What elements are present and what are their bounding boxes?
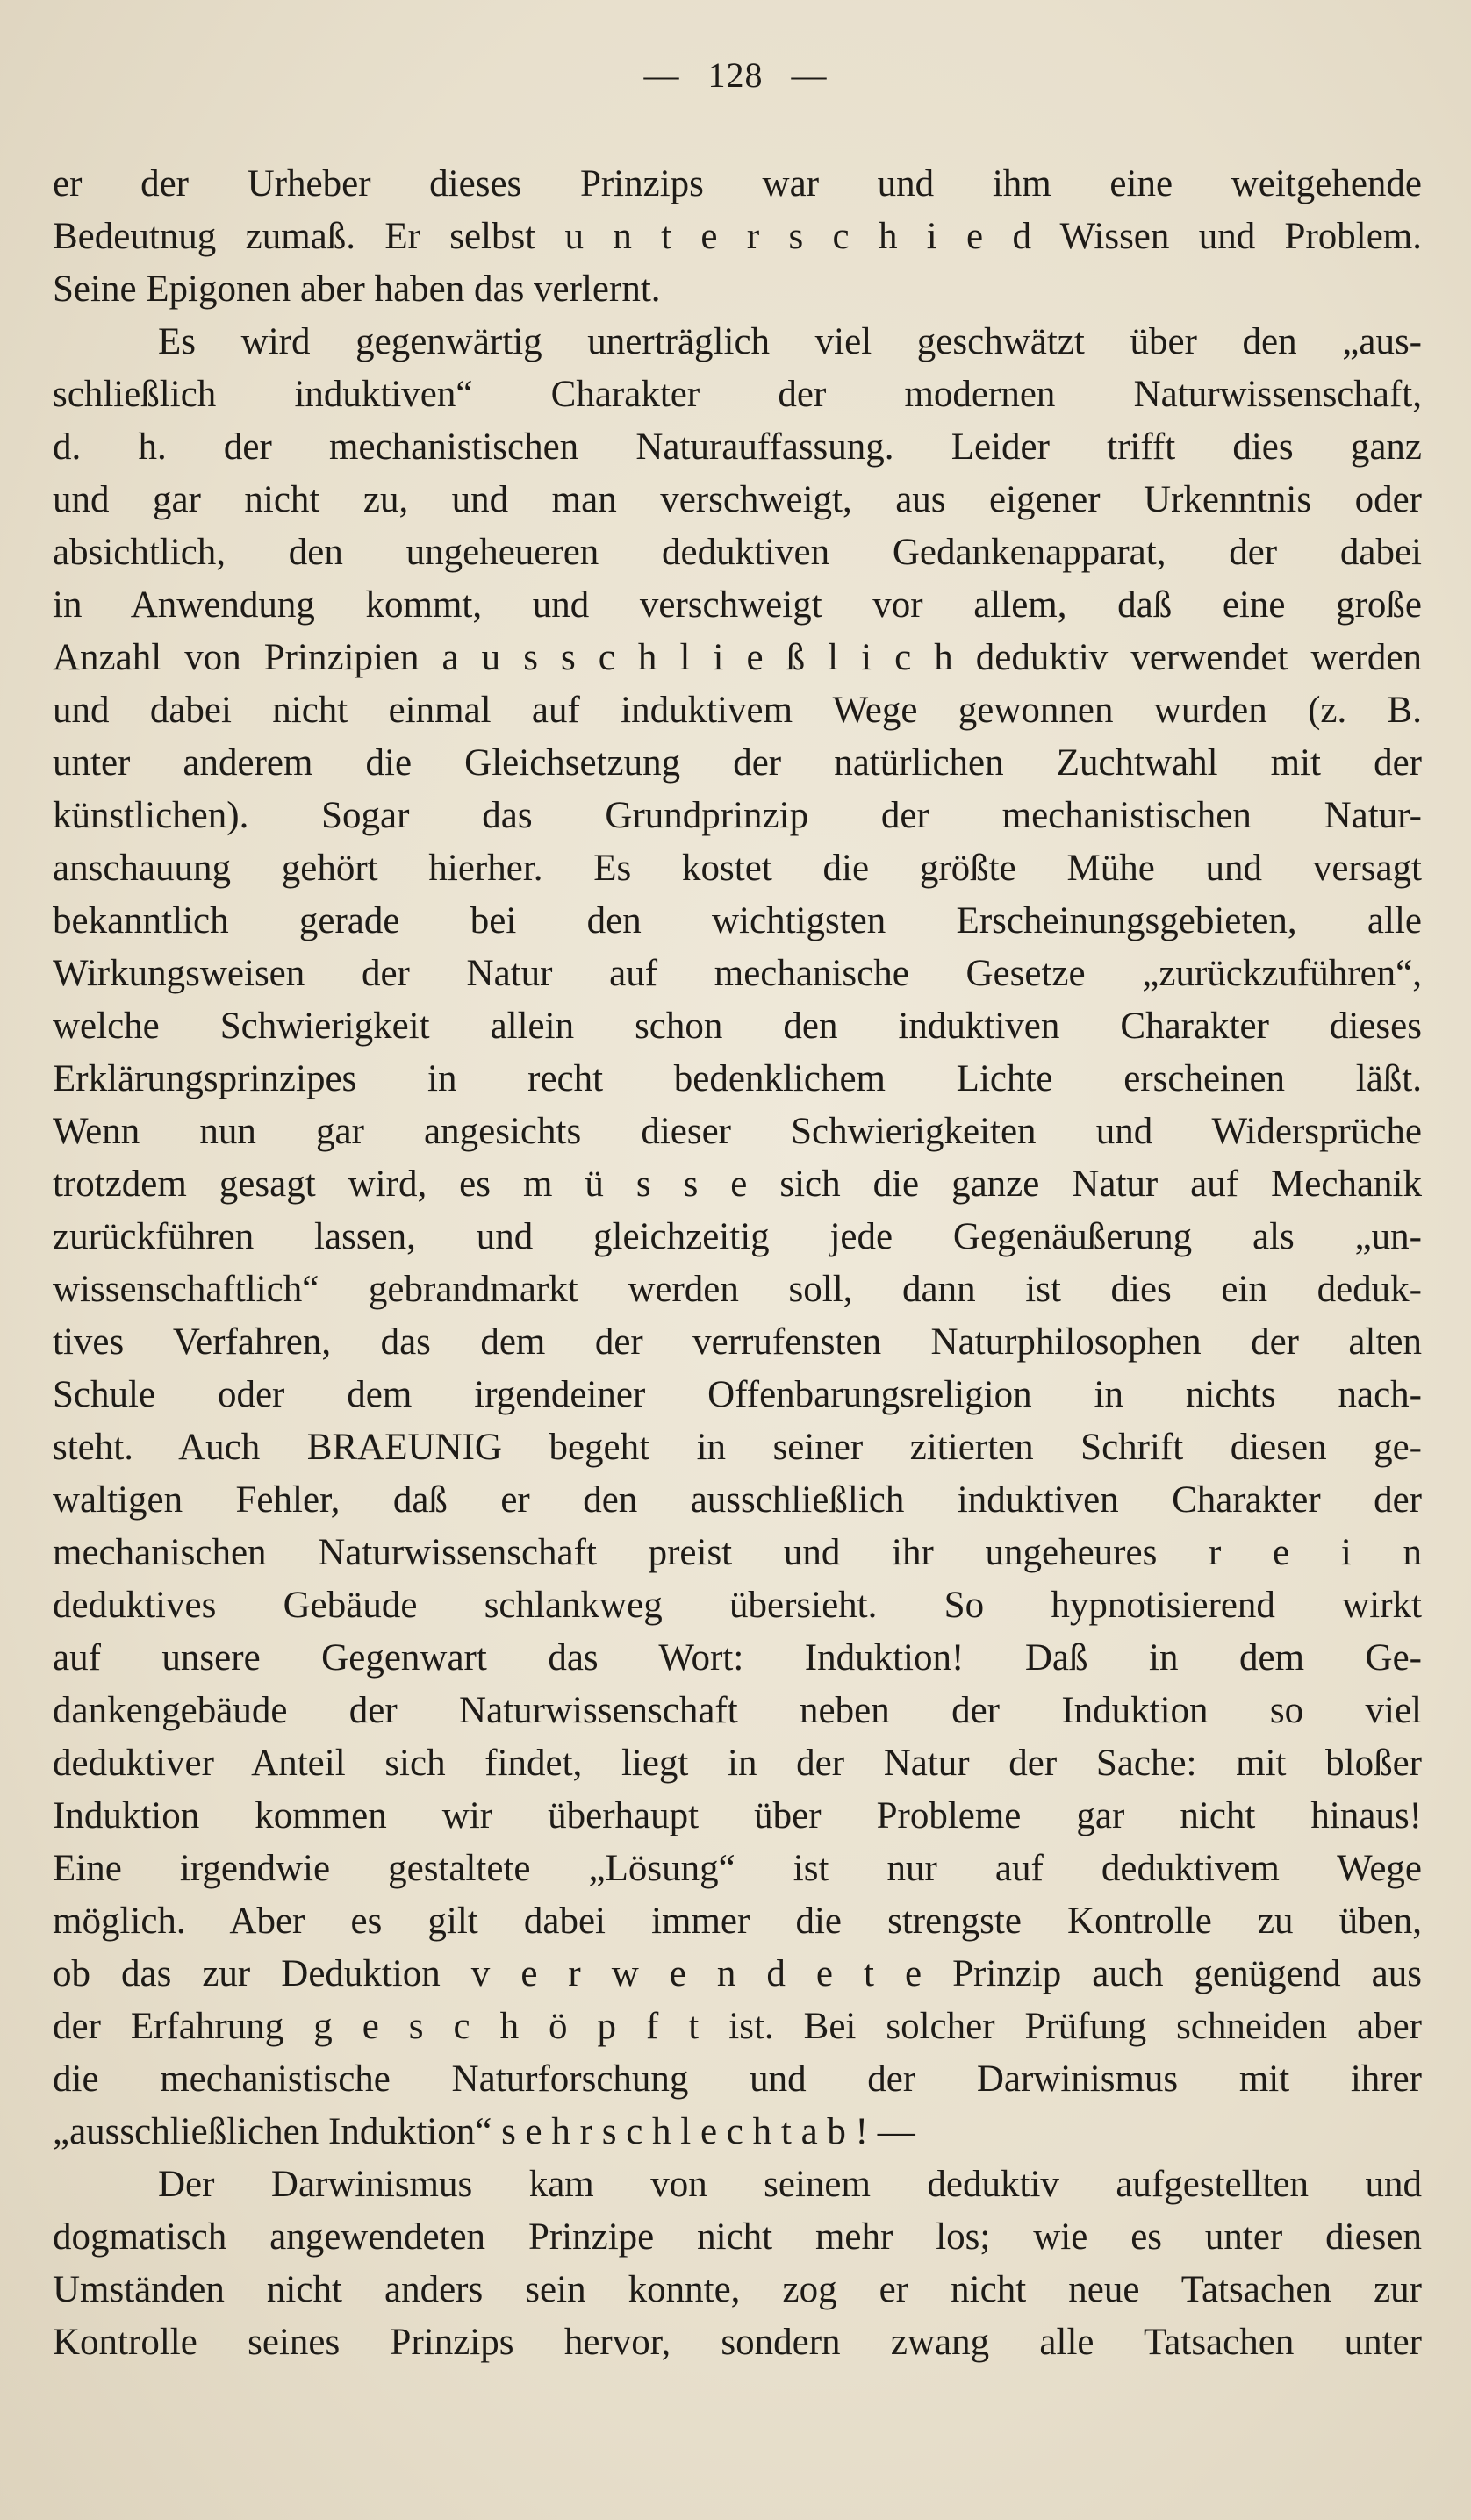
text-line: und gar nicht zu, und man verschweigt, aus eigener Urkenntnis oder xyxy=(53,479,1422,520)
text-line: in Anwendung kommt, und verschweigt vor allem, daß eine große xyxy=(53,584,1422,626)
text-line: dankengebäude der Naturwissenschaft neben der Induktion so viel xyxy=(53,1690,1422,1731)
header-dash-right: — xyxy=(791,55,828,95)
text-line: bekanntlich gerade bei den wichtigsten Erscheinungsgebieten, alle xyxy=(53,900,1422,941)
text-line: der Erfahrung g e s c h ö p f t ist. Bei solcher Prüfung schneiden aber xyxy=(53,2006,1422,2047)
text-line: Wirkungsweisen der Natur auf mechanische Gesetze „zurückzuführen“, xyxy=(53,953,1422,994)
text-line: welche Schwierigkeit allein schon den induktiven Charakter dieses xyxy=(53,1006,1422,1047)
text-line: Der Darwinismus kam von seinem deduktiv aufgestellten und xyxy=(158,2164,1422,2205)
text-line: Erklärungsprinzipes in recht bedenklichem Lichte erscheinen läßt. xyxy=(53,1058,1422,1099)
text-line: möglich. Aber es gilt dabei immer die strengste Kontrolle zu üben, xyxy=(53,1901,1422,1942)
text-line: absichtlich, den ungeheueren deduktiven Gedankenapparat, der dabei xyxy=(53,532,1422,573)
text-line: und dabei nicht einmal auf induktivem Wege gewonnen wurden (z. B. xyxy=(53,690,1422,731)
text-line: ob das zur Deduktion v e r w e n d e t e Prinzip auch genügend aus xyxy=(53,1953,1422,1994)
text-line: unter anderem die Gleichsetzung der natürlichen Zuchtwahl mit der xyxy=(53,742,1422,784)
text-line: deduktiver Anteil sich findet, liegt in der Natur der Sache: mit bloßer xyxy=(53,1743,1422,1784)
text-line: Seine Epigonen aber haben das verlernt. xyxy=(53,268,661,310)
text-line: künstlichen). Sogar das Grundprinzip der mechanistischen Natur- xyxy=(53,795,1422,836)
text-line: deduktives Gebäude schlankweg übersieht. So hypnotisierend wirkt xyxy=(53,1585,1422,1626)
page-number: 128 xyxy=(707,55,764,95)
text-line: schließlich induktiven“ Charakter der modernen Naturwissenschaft, xyxy=(53,374,1422,415)
text-line: Wenn nun gar angesichts dieser Schwierigkeiten und Widersprüche xyxy=(53,1111,1422,1152)
text-line: Es wird gegenwärtig unerträglich viel geschwätzt über den „aus- xyxy=(158,321,1422,362)
text-line: auf unsere Gegenwart das Wort: Induktion! Daß in dem Ge- xyxy=(53,1637,1422,1679)
text-line: Anzahl von Prinzipien a u s s c h l i e ß l i c h deduktiv verwendet werden xyxy=(53,637,1422,678)
text-line: d. h. der mechanistischen Naturauffassung. Leider trifft dies ganz xyxy=(53,426,1422,468)
text-line: Bedeutnug zumaß. Er selbst u n t e r s c h i e d Wissen und Problem. xyxy=(53,216,1422,257)
text-line: Umständen nicht anders sein konnte, zog er nicht neue Tatsachen zur xyxy=(53,2269,1422,2310)
text-line: „ausschließlichen Induktion“ s e h r s c h l e c h t a b ! — xyxy=(53,2111,915,2152)
text-line: Eine irgendwie gestaltete „Lösung“ ist nur auf deduktivem Wege xyxy=(53,1848,1422,1889)
text-line: Induktion kommen wir überhaupt über Probleme gar nicht hinaus! xyxy=(53,1795,1422,1836)
text-line: trotzdem gesagt wird, es m ü s s e sich die ganze Natur auf Mechanik xyxy=(53,1163,1422,1205)
text-line: er der Urheber dieses Prinzips war und ihm eine weitgehende xyxy=(53,163,1422,204)
header-dash-left: — xyxy=(643,55,680,95)
text-line: mechanischen Naturwissenschaft preist und ihr ungeheures r e i n xyxy=(53,1532,1422,1573)
text-line: steht. Auch BRAEUNIG begeht in seiner zitierten Schrift diesen ge- xyxy=(53,1427,1422,1468)
text-line: tives Verfahren, das dem der verrufensten Naturphilosophen der alten xyxy=(53,1321,1422,1363)
body-text xyxy=(53,158,1422,2369)
text-line: wissenschaftlich“ gebrandmarkt werden soll, dann ist dies ein deduk- xyxy=(53,1269,1422,1310)
page-header xyxy=(0,54,1471,96)
text-line: anschauung gehört hierher. Es kostet die größte Mühe und versagt xyxy=(53,848,1422,889)
text-line: waltigen Fehler, daß er den ausschließlich induktiven Charakter der xyxy=(53,1479,1422,1521)
text-line: zurückführen lassen, und gleichzeitig jede Gegenäußerung als „un- xyxy=(53,1216,1422,1257)
text-line: die mechanistische Naturforschung und der Darwinismus mit ihrer xyxy=(53,2058,1422,2100)
text-line: Kontrolle seines Prinzips hervor, sondern zwang alle Tatsachen unter xyxy=(53,2322,1422,2363)
text-line: dogmatisch angewendeten Prinzipe nicht mehr los; wie es unter diesen xyxy=(53,2216,1422,2258)
text-line: Schule oder dem irgendeiner Offenbarungsreligion in nichts nach- xyxy=(53,1374,1422,1415)
